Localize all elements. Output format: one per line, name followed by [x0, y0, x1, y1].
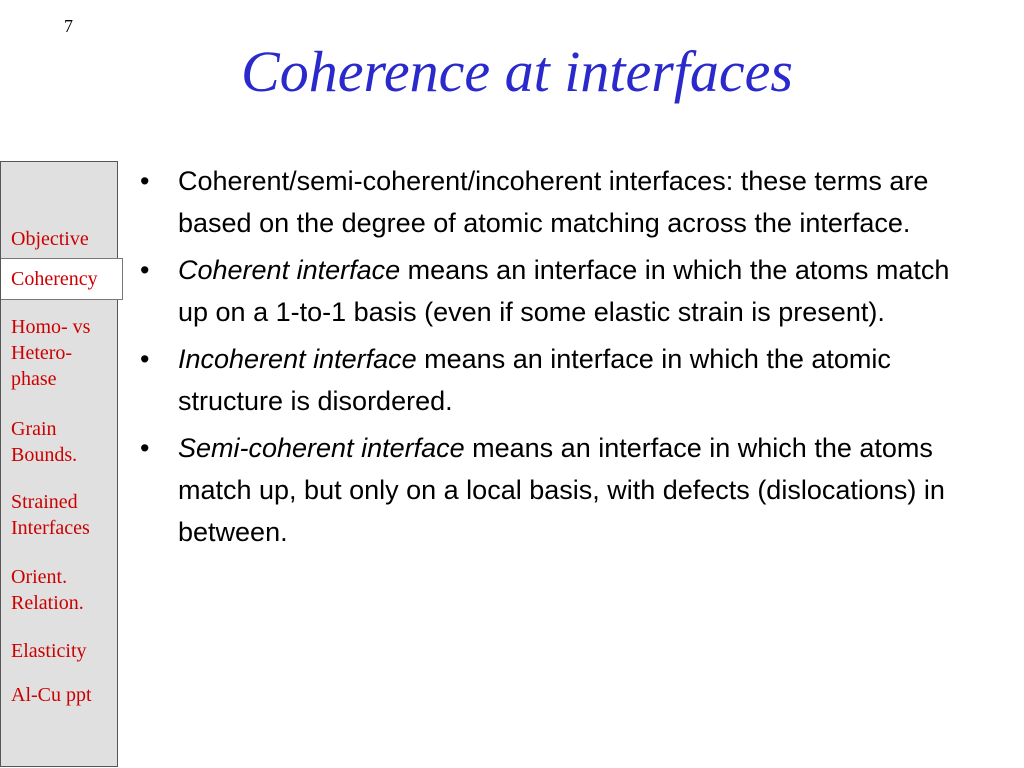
sidebar-item-elasticity[interactable]: Elasticity	[11, 640, 87, 662]
bullet-term: Semi-coherent interface	[178, 433, 465, 463]
bullet-glyph: •	[140, 344, 150, 374]
bullet-glyph: •	[140, 255, 150, 285]
bullet-text: Coherent/semi-coherent/incoherent interfaces: these terms are based on the degree of atomic matching across the interface.	[178, 166, 929, 238]
sidebar-item-grain-bounds[interactable]: Grain Bounds.	[11, 418, 78, 466]
bullet-term: Coherent interface	[178, 255, 401, 285]
bullet-text: means an interface in which the atomic structure is disordered.	[178, 344, 891, 416]
bullet-glyph: •	[140, 166, 150, 196]
bullet-term: Incoherent interface	[178, 344, 417, 374]
bullet-point	[140, 427, 970, 553]
bullet-point	[140, 338, 970, 422]
slide-title: Coherence at interfaces	[241, 39, 793, 104]
sidebar-item-strained-interfaces[interactable]: Strained Interfaces	[11, 491, 90, 539]
bullet-glyph: •	[140, 433, 150, 463]
sidebar-nav	[0, 161, 118, 767]
bullet-point	[140, 160, 970, 244]
slide-content	[140, 160, 970, 558]
sidebar-item-homo-vs-hetero-phase[interactable]: Homo- vs Hetero-phase	[11, 316, 91, 390]
bullet-point	[140, 249, 970, 333]
sidebar-item-al-cu-ppt[interactable]: Al-Cu ppt	[11, 684, 92, 706]
bullet-text: means an interface in which the atoms match up, but only on a local basis, with defects (dislocations) in between.	[178, 433, 945, 547]
sidebar-item-objective[interactable]: Objective	[11, 228, 89, 250]
slide-number: 7	[64, 16, 73, 36]
bullet-text: means an interface in which the atoms match up on a 1-to-1 basis (even if some elastic strain is present).	[178, 255, 950, 327]
sidebar-item-orient-relation[interactable]: Orient. Relation.	[11, 566, 84, 614]
sidebar-item-coherency[interactable]: Coherency	[1, 258, 123, 300]
